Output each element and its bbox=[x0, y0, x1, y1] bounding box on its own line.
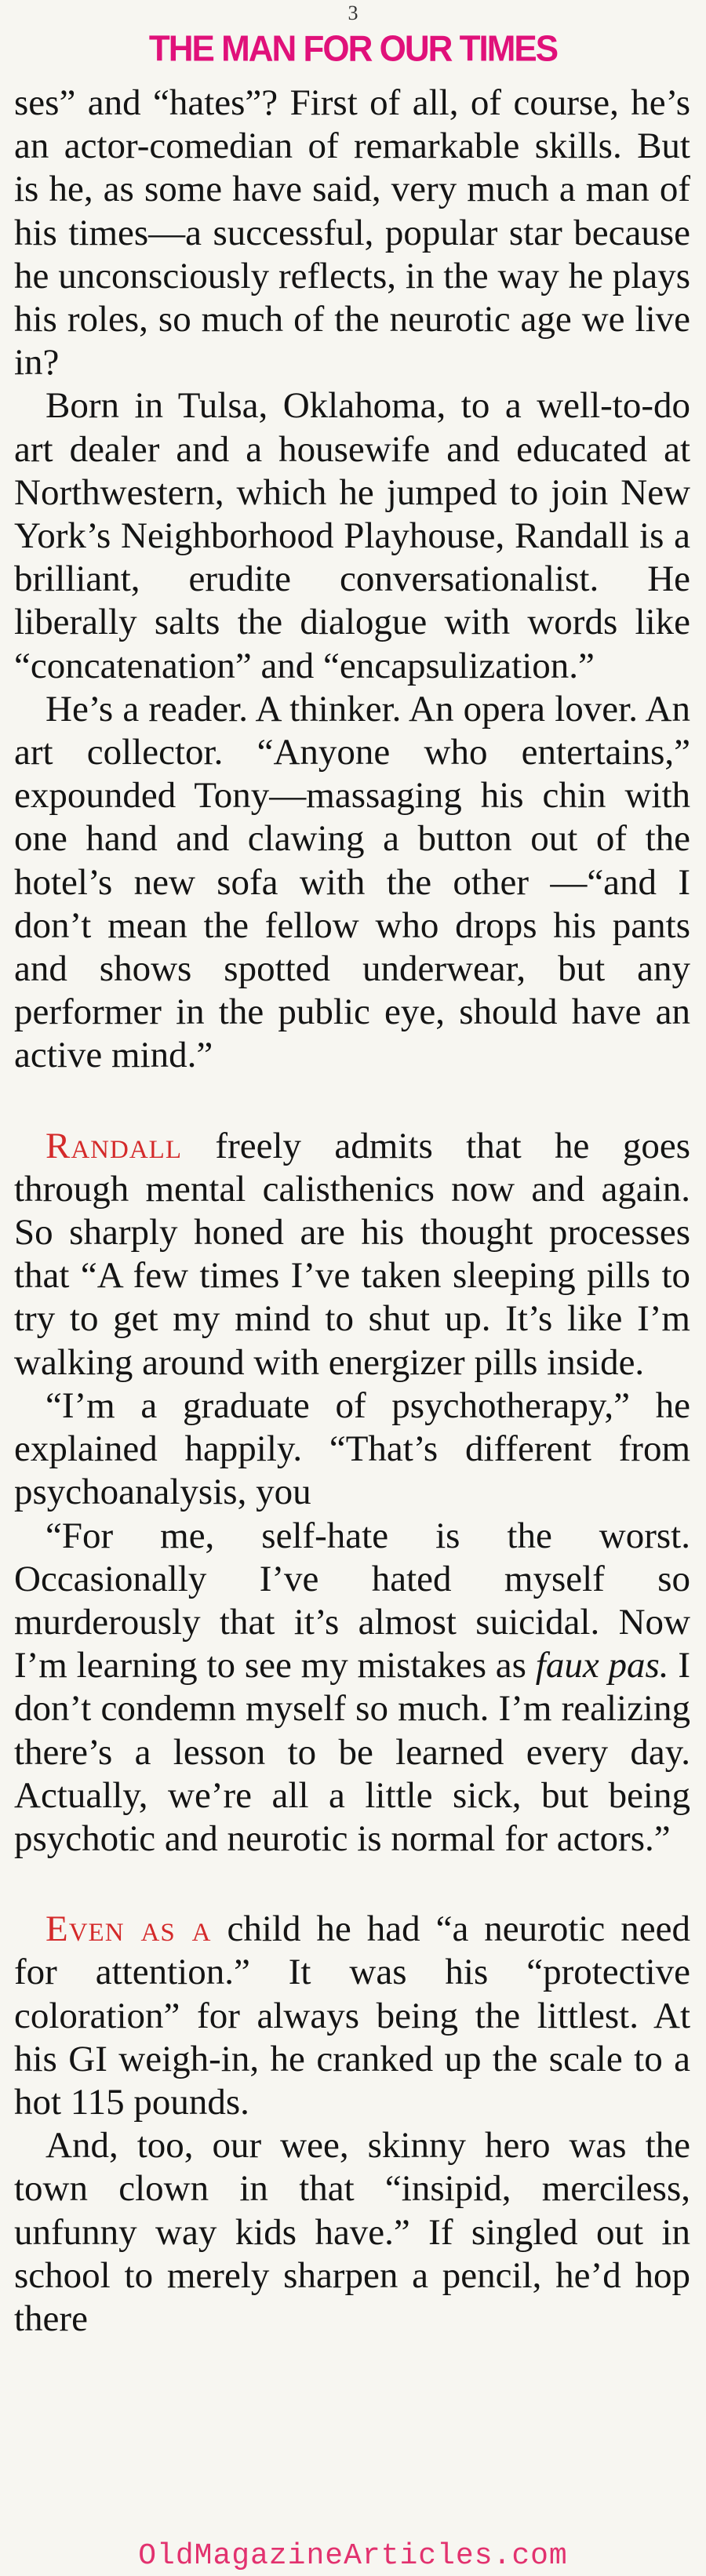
site-footer: OldMagazineArticles.com bbox=[138, 2539, 568, 2573]
paragraph: He’s a reader. A thinker. An opera lover. An art collector. “Anyone who entertains,” expounded Tony—massaging his chin with one hand and clawing a button out of the hotel’s new sofa with the other —“and I don’t mean the fellow who drops his pants and shows spotted underwear, but any performer in the public eye, should have an active mind.” bbox=[14, 688, 690, 1076]
article-body bbox=[14, 82, 690, 2341]
section-break bbox=[14, 1078, 690, 1125]
paragraph: ses” and “hates”? First of all, of course, he’s an actor-comedian of remarkable skills. But is he, as some have said, very much a man of his times—a successful, popular star because he unconsciously reflects, in the way he plays his roles, so much of the neurotic age we live in? bbox=[14, 82, 690, 384]
paragraph bbox=[14, 1125, 690, 1384]
paragraph-text: freely admits that he goes through mental calisthenics now and again. So sharply honed are his thought processes that “A few times I’ve taken sleeping pills to try to get my mind to shut up. It’s like I’m walking around with energizer pills inside. bbox=[14, 1125, 690, 1383]
italic-phrase: faux pas. bbox=[535, 1645, 669, 1686]
lead-in: Randall bbox=[45, 1125, 182, 1166]
running-head: THE MAN FOR OUR TIMES bbox=[148, 28, 558, 70]
paragraph: Born in Tulsa, Oklahoma, to a well-to-do art dealer and a housewife and educated at Northwestern, which he jumped to join New York’s Neighborhood Playhouse, Randall is a brilliant, erudite conversationalist. He liberally salts the dialogue with words like “concatenation” and “encapsulization.” bbox=[14, 385, 690, 686]
paragraph-text: child he had “a neurotic need for attention.” It was his “protective coloration” for always being the littlest. At his GI weigh-in, he cranked up the scale to a hot 115 pounds. bbox=[14, 1908, 690, 2123]
lead-in: Even as a bbox=[45, 1908, 212, 1950]
page-number: 3 bbox=[348, 2, 358, 24]
section-break bbox=[14, 1861, 690, 1908]
paragraph-text: “For me, self-hate is the worst. Occasionally I’ve hated myself so murderously that it’s almost suicidal. Now I’m learning to see my mistakes as bbox=[14, 1515, 690, 1686]
paragraph: And, too, our wee, skinny hero was the town clown in that “insipid, merciless, unfunny way kids have.” If singled out in school to merely sharpen a pencil, he’d hop there bbox=[14, 2125, 690, 2339]
paragraph bbox=[14, 1515, 690, 1861]
paragraph-text: I don’t condemn myself so much. I’m realizing there’s a lesson to be learned every day. Actually, we’re all a little sick, but being psychotic and neurotic is normal for actors.” bbox=[14, 1645, 691, 1859]
paragraph bbox=[14, 1908, 690, 2124]
paragraph: “I’m a graduate of psychotherapy,” he explained happily. “That’s different from psychoanalysis, you bbox=[14, 1384, 690, 1513]
